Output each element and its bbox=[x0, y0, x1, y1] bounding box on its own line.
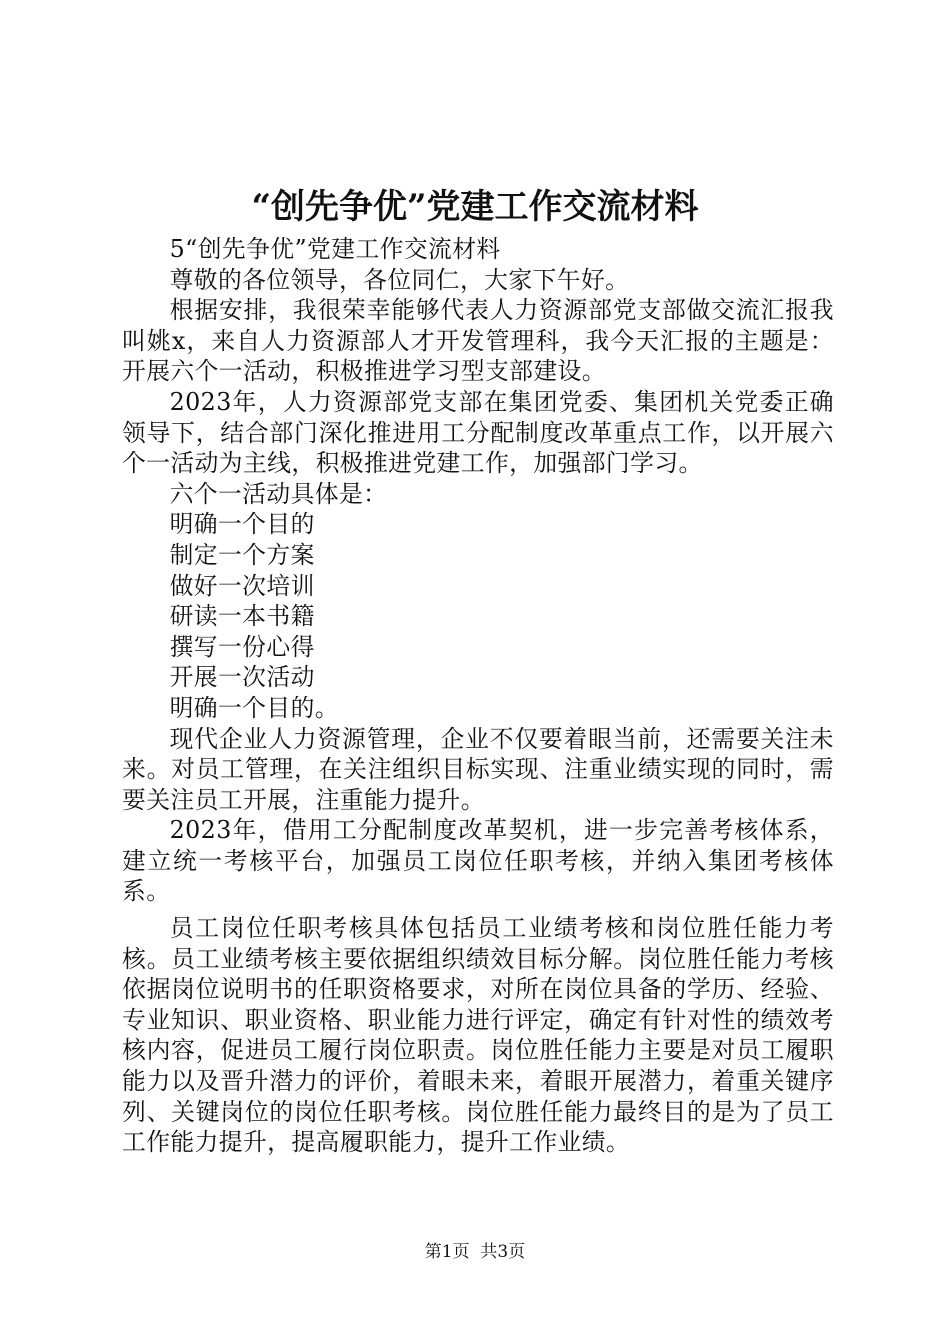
document-title: “创先争优”党建工作交流材料 bbox=[251, 187, 699, 227]
list-item: 开展一次活动 bbox=[169, 663, 315, 692]
section-heading: 明确一个目的。 bbox=[169, 693, 339, 722]
paragraph-body: 现代企业人力资源管理，企业不仅要着眼当前，还需要关注未来。对员工管理，在关注组织目标实现、注重业绩实现的同时，需要关注员工开展，注重能力提升。 bbox=[122, 724, 834, 814]
document-body bbox=[122, 234, 834, 1158]
paragraph-subtitle: 5“创先争优”党建工作交流材料 bbox=[169, 235, 501, 263]
page-total: 共3页 bbox=[480, 1242, 526, 1262]
paragraph-body: 2023年，借用工分配制度改革契机，进一步完善考核体系，建立统一考核平台，加强员工岗位任职考核，并纳入集团考核体系。 bbox=[122, 816, 834, 906]
list-item: 研读一本书籍 bbox=[169, 602, 315, 631]
page-footer bbox=[0, 1240, 950, 1264]
list-item: 制定一个方案 bbox=[169, 540, 315, 569]
list-item: 撰写一份心得 bbox=[169, 632, 315, 661]
list-item: 明确一个目的 bbox=[169, 510, 315, 539]
paragraph-list-heading: 六个一活动具体是： bbox=[169, 479, 388, 508]
paragraph-greeting: 尊敬的各位领导，各位同仁，大家下午好。 bbox=[169, 265, 630, 294]
page-number: 第1页 bbox=[424, 1242, 470, 1262]
paragraph-body: 员工岗位任职考核具体包括员工业绩考核和岗位胜任能力考核。员工业绩考核主要依据组织绩效目标分解。岗位胜任能力考核依据岗位说明书的任职资格要求，对所在岗位具备的学历、经验、专业知识、职业资格、职业能力进行评定，确定有针对性的绩效考核内容，促进员工履行岗位职责。岗位胜任能力主要是对员工履职能力以及晋升潜力的评价，着眼未来，着眼开展潜力，着重关键序列、关键岗位的岗位任职考核。岗位胜任能力最终目的是为了员工工作能力提升，提高履职能力，提升工作业绩。 bbox=[122, 914, 834, 1157]
paragraph-intro: 根据安排，我很荣幸能够代表人力资源部党支部做交流汇报我叫姚x，来自人力资源部人才开发管理科，我今天汇报的主题是：开展六个一活动，积极推进学习型支部建设。 bbox=[122, 296, 834, 386]
paragraph-overview: 2023年，人力资源部党支部在集团党委、集团机关党委正确领导下，结合部门深化推进用工分配制度改革重点工作，以开展六个一活动为主线，积极推进党建工作，加强部门学习。 bbox=[122, 387, 834, 478]
list-item: 做好一次培训 bbox=[169, 571, 315, 600]
